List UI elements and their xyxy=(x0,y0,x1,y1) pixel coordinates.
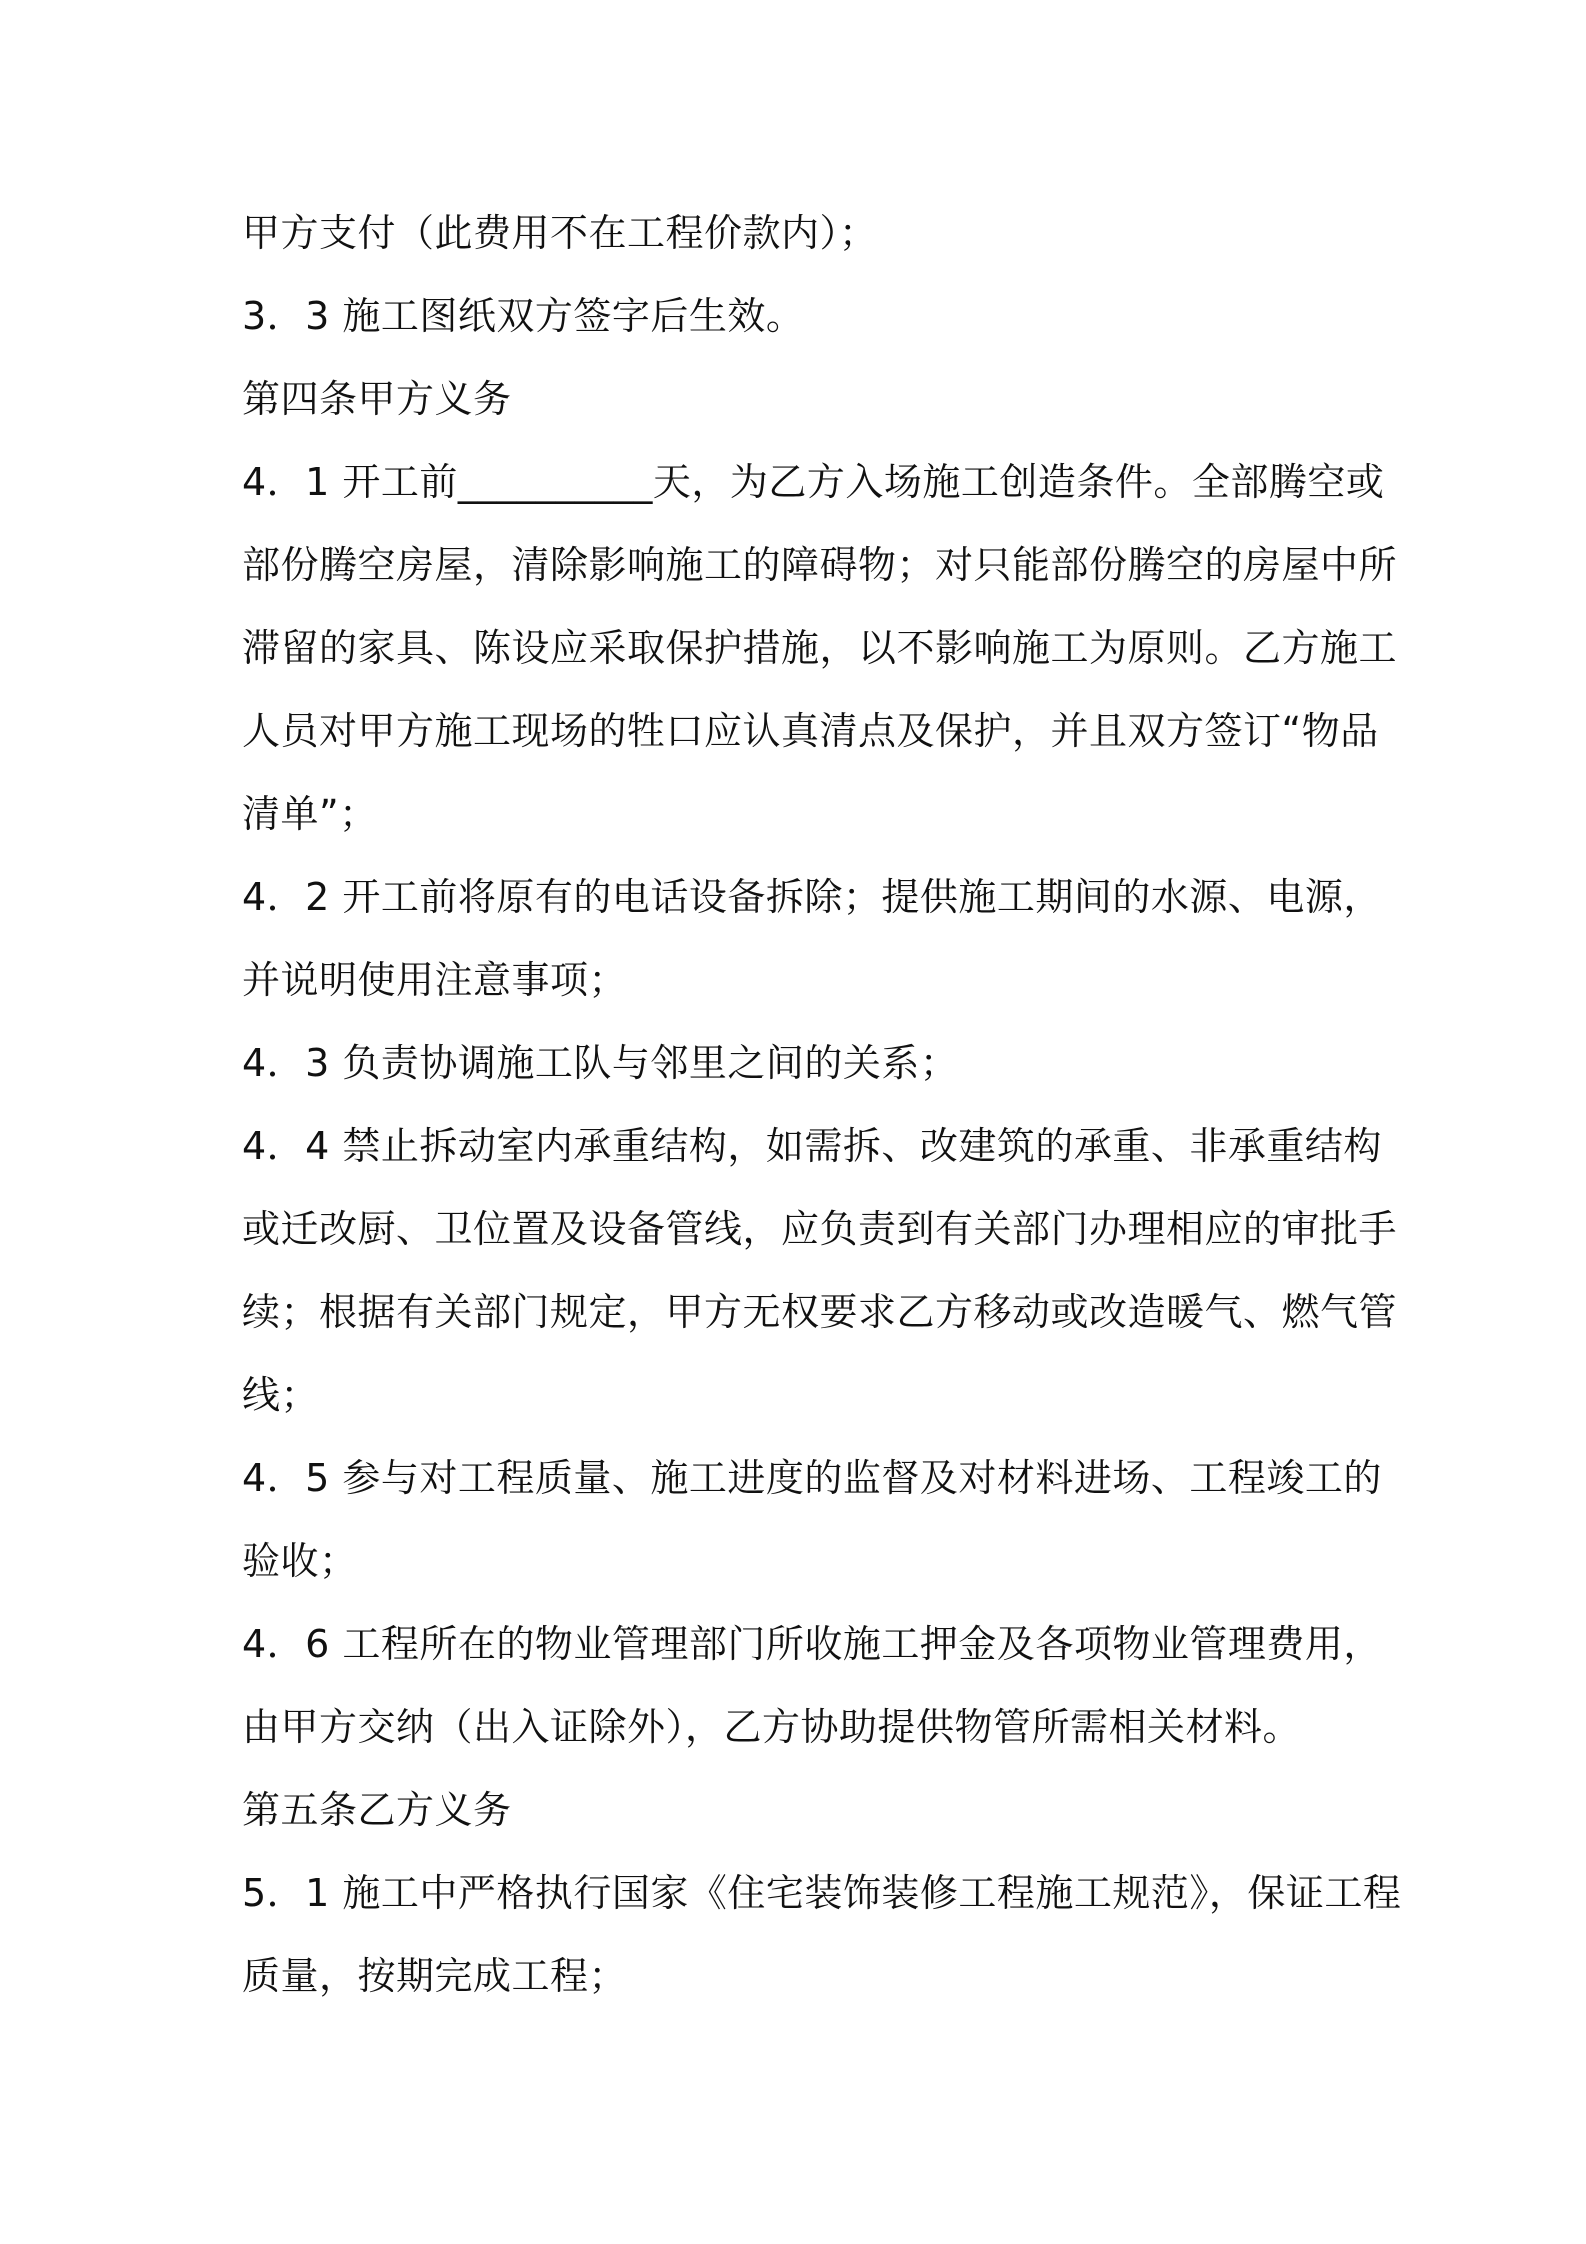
text-line: 线； xyxy=(242,1373,320,1417)
text-line: 滞留的家具、陈设应采取保护措施，以不影响施工为原则。乙方施工 xyxy=(242,626,1398,670)
text-line: 4．3 负责协调施工队与邻里之间的关系； xyxy=(242,1041,959,1085)
text-line: 4．5 参与对工程质量、施工进度的监督及对材料进场、工程竣工的 xyxy=(242,1456,1382,1500)
text-line: 续；根据有关部门规定，甲方无权要求乙方移动或改造暖气、燃气管 xyxy=(242,1290,1398,1334)
text-line: 4．4 禁止拆动室内承重结构，如需拆、改建筑的承重、非承重结构 xyxy=(242,1124,1382,1168)
text-line: 验收； xyxy=(242,1539,358,1583)
document-body xyxy=(242,192,1402,2018)
text-line: 人员对甲方施工现场的牲口应认真清点及保护，并且双方签订“物品 xyxy=(242,709,1379,753)
text-line: 质量，按期完成工程； xyxy=(242,1954,628,1998)
text-line: 甲方支付（此费用不在工程价款内）； xyxy=(242,211,878,255)
text-line: 4．1 开工前__________天，为乙方入场施工创造条件。全部腾空或 xyxy=(242,460,1385,504)
section-heading: 第五条乙方义务 xyxy=(242,1788,512,1832)
section-heading: 第四条甲方义务 xyxy=(242,377,512,421)
text-line: 3．3 施工图纸双方签字后生效。 xyxy=(242,294,805,338)
text-line: 部份腾空房屋，清除影响施工的障碍物；对只能部份腾空的房屋中所 xyxy=(242,543,1398,587)
text-line: 5．1 施工中严格执行国家《住宅装饰装修工程施工规范》，保证工程 xyxy=(242,1871,1402,1915)
text-line: 4．2 开工前将原有的电话设备拆除；提供施工期间的水源、电源， xyxy=(242,875,1382,919)
text-line: 清单”； xyxy=(242,792,378,836)
text-line: 4．6 工程所在的物业管理部门所收施工押金及各项物业管理费用， xyxy=(242,1622,1382,1666)
text-line: 由甲方交纳（出入证除外），乙方协助提供物管所需相关材料。 xyxy=(242,1705,1302,1749)
text-line: 并说明使用注意事项； xyxy=(242,958,628,1002)
text-line: 或迁改厨、卫位置及设备管线，应负责到有关部门办理相应的审批手 xyxy=(242,1207,1398,1251)
